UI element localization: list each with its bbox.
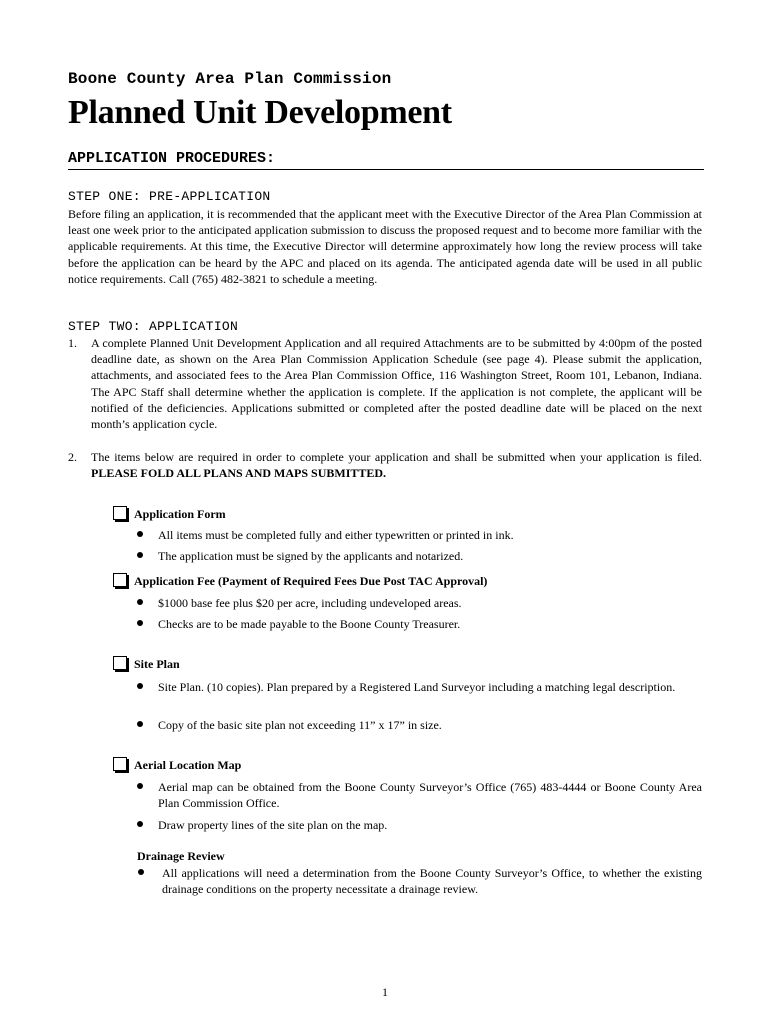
checkbox-icon [113, 506, 127, 520]
bullet-text: $1000 base fee plus $20 per acre, including undeveloped areas. [158, 596, 462, 610]
bullet-text: All items must be completed fully and either typewritten or printed in ink. [158, 528, 514, 542]
item-2-emphasis: PLEASE FOLD ALL PLANS AND MAPS SUBMITTED. [91, 466, 387, 481]
checklist-label: Application Fee (Payment of Required Fees Due Post TAC Approval) [134, 574, 488, 588]
section-divider [68, 169, 704, 170]
checklist-item-application-fee [113, 572, 487, 590]
bullet-text: Checks are to be made payable to the Boone County Treasurer. [158, 617, 461, 631]
page-number: 1 [382, 985, 388, 999]
organization-name: Boone County Area Plan Commission [68, 70, 392, 88]
item-1-number: 1. [68, 336, 77, 350]
item-2-text [91, 449, 702, 481]
item-2-body: The items below are required in order to complete your application and shall be submitted when your application is filed. [91, 450, 702, 464]
item-1-text: A complete Planned Unit Development Application and all required Attachments are to be submitted by 4:00pm of the posted deadline date, as shown on the Area Plan Commission Application Schedule (see page 4). Please submit the application, attachments, and associated fees to the Area Plan Commission Office, 116 Washington Street, Room 101, Lebanon, Indiana. The APC Staff shall determine whether the application is complete. If the application is not complete, the applicant will be notified of the deficiencies. Applications submitted or completed after the posted deadline date will be placed on the next month’s application cycle. [91, 336, 702, 432]
bullet-icon [137, 721, 143, 727]
bullet-text: Copy of the basic site plan not exceeding 11” x 17” in size. [158, 718, 442, 732]
drainage-review-text: All applications will need a determination from the Boone County Surveyor’s Office, to whether the existing drainage conditions on the property necessitate a drainage review. [162, 866, 702, 897]
checklist-item-application-form [113, 505, 226, 523]
step-one-paragraph: Before filing an application, it is recommended that the applicant meet with the Executive Director of the Area Plan Commission at least one week prior to the anticipated application submission to discuss the proposed request and to become more familiar with the applicable requirements. At this time, the Executive Director will determine approximately how long the review process will take before the application can be heard by the APC and placed on its agenda. The anticipated agenda date will be used in all public notice requirements. Call (765) 482-3821 to schedule a meeting. [68, 207, 702, 286]
bullet-icon [137, 821, 143, 827]
bullet-icon [137, 599, 143, 605]
bullet-text: The application must be signed by the applicants and notarized. [158, 549, 464, 563]
bullet-icon [137, 783, 143, 789]
step-one-heading: STEP ONE: PRE-APPLICATION [68, 189, 271, 204]
checklist-label: Site Plan [134, 657, 180, 671]
checkbox-icon [113, 757, 127, 771]
item-2-number: 2. [68, 450, 77, 464]
page-title: Planned Unit Development [68, 94, 452, 131]
drainage-review-heading: Drainage Review [137, 849, 225, 863]
section-heading: APPLICATION PROCEDURES: [68, 150, 276, 167]
bullet-icon [138, 869, 144, 875]
checkbox-icon [113, 656, 127, 670]
checklist-item-site-plan [113, 655, 180, 673]
bullet-text: Aerial map can be obtained from the Boone County Surveyor’s Office (765) 483-4444 or Boone County Area Plan Commission Office. [158, 780, 702, 811]
bullet-icon [137, 531, 143, 537]
checklist-item-aerial-location-map [113, 756, 241, 774]
step-two-heading: STEP TWO: APPLICATION [68, 319, 239, 334]
bullet-icon [137, 683, 143, 689]
bullet-icon [137, 552, 143, 558]
checklist-label: Aerial Location Map [134, 758, 242, 772]
checklist-label: Application Form [134, 507, 226, 521]
checkbox-icon [113, 573, 127, 587]
bullet-icon [137, 620, 143, 626]
bullet-text: Site Plan. (10 copies). Plan prepared by a Registered Land Surveyor including a matching legal description. [158, 680, 676, 694]
bullet-text: Draw property lines of the site plan on the map. [158, 818, 388, 832]
